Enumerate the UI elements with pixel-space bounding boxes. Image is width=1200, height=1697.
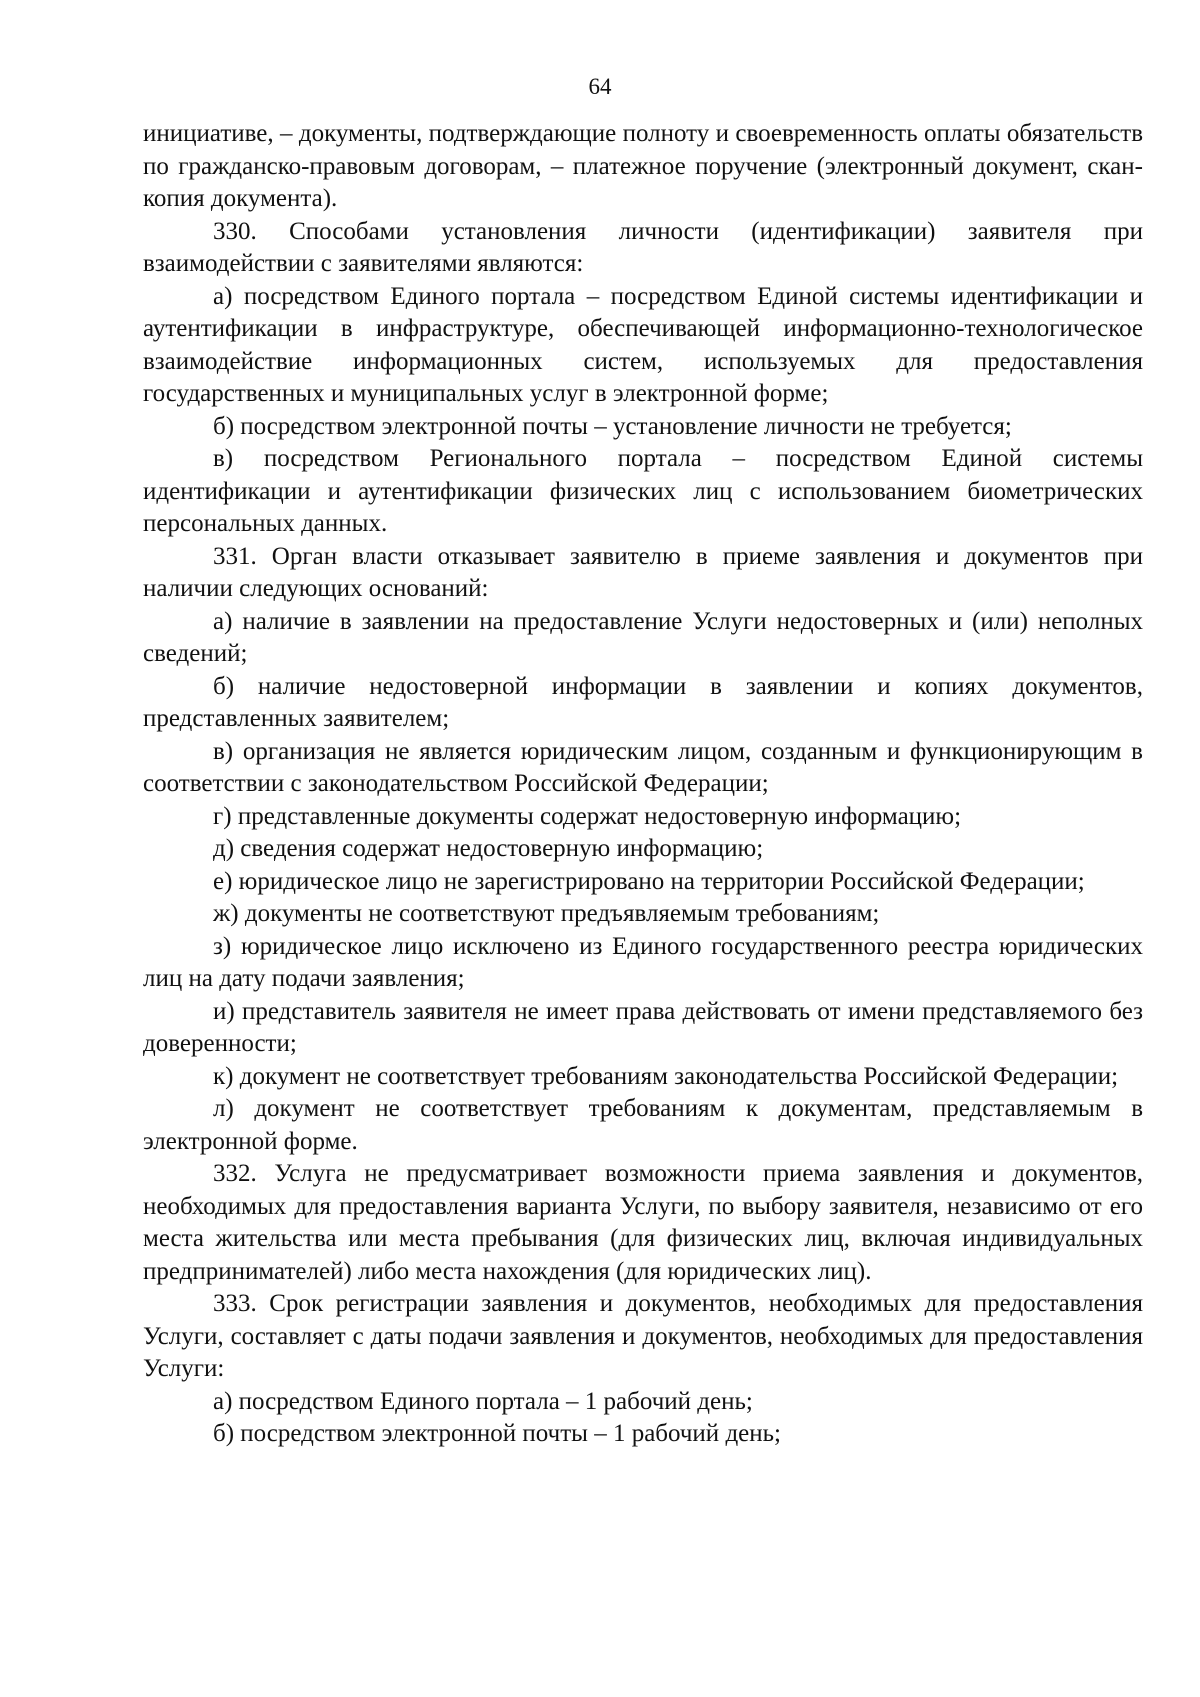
page-number: 64 bbox=[588, 74, 612, 99]
paragraph-331: 331. Орган власти отказывает заявителю в приеме заявления и документов при наличии следующих оснований: bbox=[143, 542, 1143, 602]
paragraph-331-k: к) документ не соответствует требованиям законодательства Российской Федерации; bbox=[213, 1062, 1119, 1090]
paragraph-331-g: г) представленные документы содержат недостоверную информацию; bbox=[213, 802, 962, 830]
paragraph-331-e: е) юридическое лицо не зарегистрировано на территории Российской Федерации; bbox=[213, 867, 1085, 895]
paragraph-330-v: в) посредством Регионального портала – посредством Единой системы идентификации и аутентификации физических лиц с использованием биометрических персональных данных. bbox=[143, 445, 1143, 537]
paragraph-continuation: инициативе, – документы, подтверждающие полноту и своевременность оплаты обязательств по гражданско-правовым договорам, – платежное поручение (электронный документ, скан-копия документа). bbox=[143, 120, 1143, 212]
document-body bbox=[143, 118, 1143, 1451]
paragraph-331-zh: ж) документы не соответствуют предъявляемым требованиям; bbox=[213, 900, 880, 927]
paragraph-333: 333. Срок регистрации заявления и документов, необходимых для предоставления Услуги, составляет с даты подачи заявления и документов, необходимых для предоставления Услуги: bbox=[143, 1290, 1143, 1382]
paragraph-333-b: б) посредством электронной почты – 1 рабочий день; bbox=[213, 1420, 781, 1447]
paragraph-331-d: д) сведения содержат недостоверную информацию; bbox=[213, 835, 764, 862]
paragraph-331-z: з) юридическое лицо исключено из Единого государственного реестра юридических лиц на дату подачи заявления; bbox=[143, 932, 1143, 992]
paragraph-331-a: а) наличие в заявлении на предоставление Услуги недостоверных и (или) неполных сведений; bbox=[143, 607, 1143, 667]
paragraph-330-b: б) посредством электронной почты – установление личности не требуется; bbox=[213, 412, 1012, 440]
paragraph-333-a: а) посредством Единого портала – 1 рабочий день; bbox=[213, 1387, 753, 1415]
paragraph-330-a: а) посредством Единого портала – посредством Единой системы идентификации и аутентификации в инфраструктуре, обеспечивающей информационно-технологическое взаимодействие информационных систем, используемых для предоставления государственных и муниципальных услуг в электронной форме; bbox=[143, 282, 1143, 407]
paragraph-331-i: и) представитель заявителя не имеет права действовать от имени представляемого без доверенности; bbox=[143, 997, 1143, 1057]
paragraph-330: 330. Способами установления личности (идентификации) заявителя при взаимодействии с заявителями являются: bbox=[143, 217, 1143, 277]
paragraph-331-l: л) документ не соответствует требованиям к документам, представляемым в электронной форме. bbox=[143, 1095, 1143, 1155]
paragraph-332: 332. Услуга не предусматривает возможности приема заявления и документов, необходимых для предоставления варианта Услуги, по выбору заявителя, независимо от его места жительства или места пребывания (для физических лиц, включая индивидуальных предпринимателей) либо места нахождения (для юридических лиц). bbox=[143, 1160, 1143, 1285]
paragraph-331-b: б) наличие недостоверной информации в заявлении и копиях документов, представленных заявителем; bbox=[143, 672, 1143, 732]
paragraph-331-v: в) организация не является юридическим лицом, созданным и функционирующим в соответствии с законодательством Российской Федерации; bbox=[143, 737, 1143, 797]
